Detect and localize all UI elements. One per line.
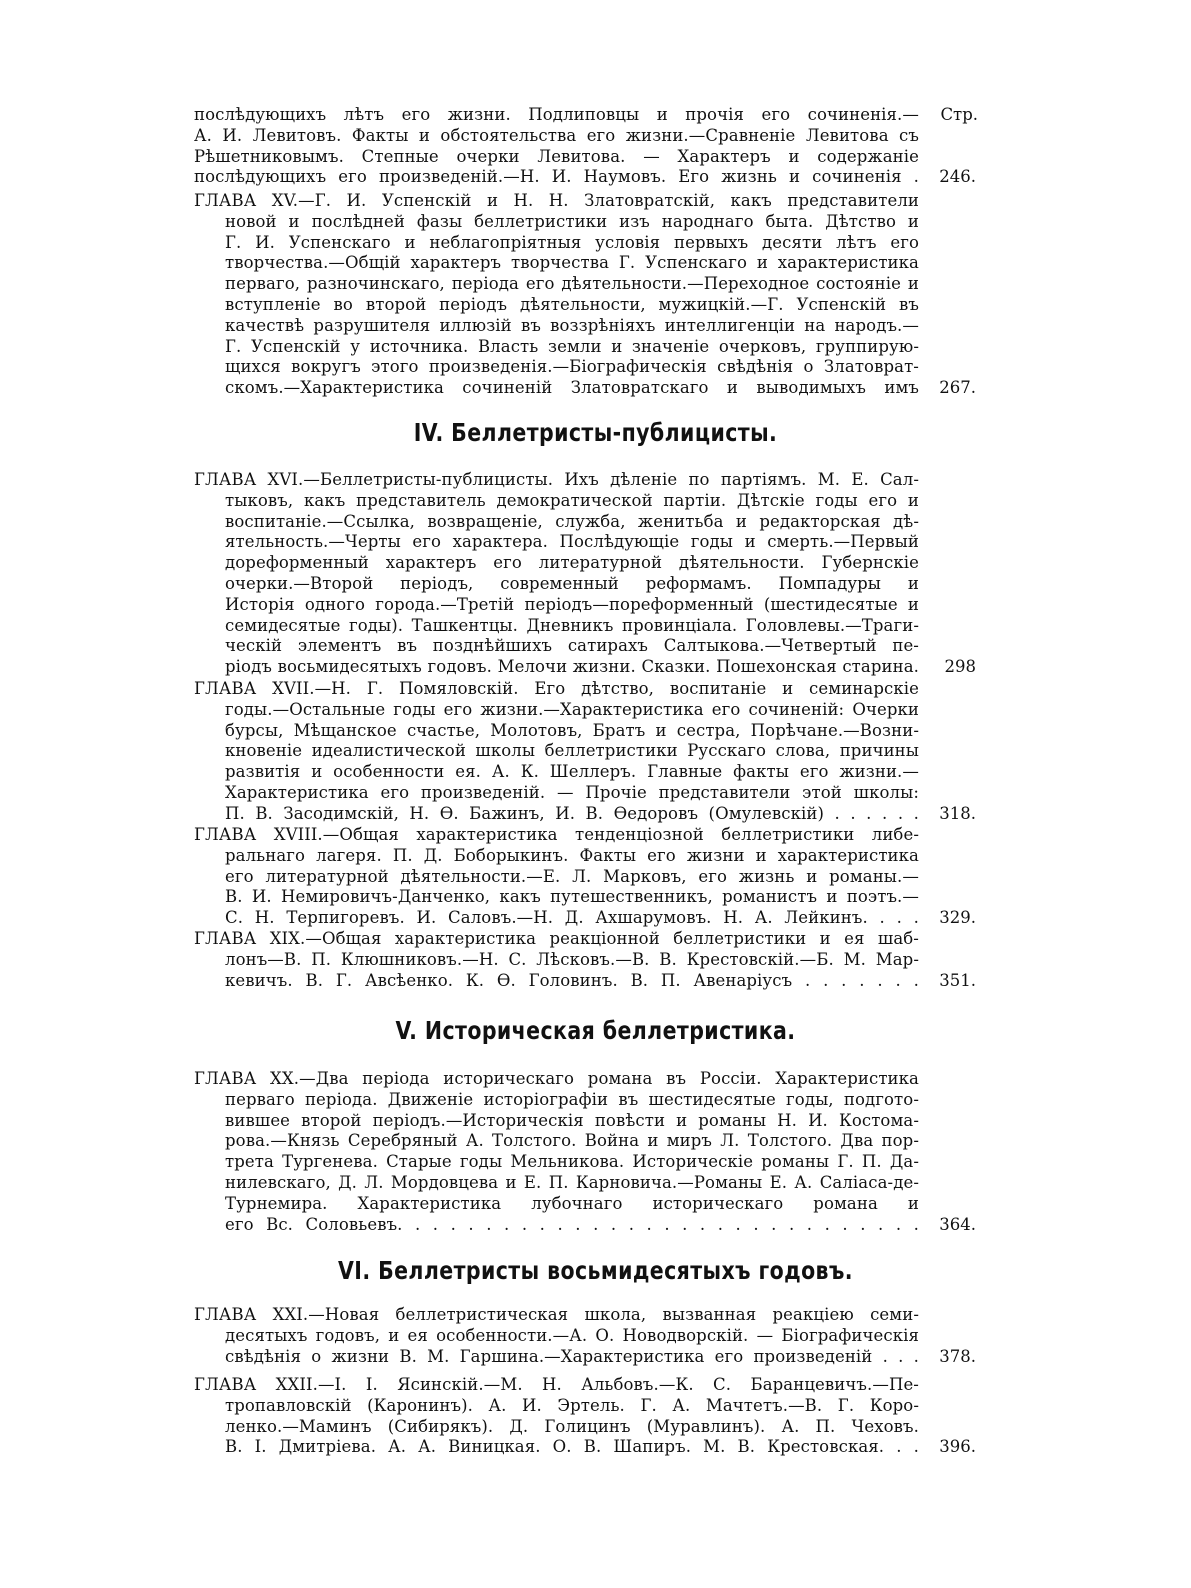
- toc-line: Турнемира. Характеристика лубочнаго историческаго романа и: [225, 1193, 919, 1213]
- toc-line: ГЛАВА XV.—Г. И. Успенскій и Н. Н. Златовратскій, какъ представители: [194, 191, 919, 210]
- toc-line: ГЛАВА XXI.—Новая беллетристическая школа, вызванная реакціею семи-: [194, 1305, 919, 1324]
- toc-line: Рѣшетниковымъ. Степные очерки Левитова. — Характеръ и содержаніе: [194, 146, 919, 166]
- toc-line: годы.—Остальные годы его жизни.—Характеристика его сочиненій: Очерки: [225, 699, 919, 719]
- toc-line: Исторія одного города.—Третій періодъ—пореформенный (шестидесятые и: [225, 594, 919, 614]
- page-number: 298: [944, 657, 976, 677]
- toc-line: ГЛАВА XIX.—Общая характеристика реакціонной беллетристики и ея шаб-: [194, 929, 919, 948]
- toc-entry-ch21: [194, 1305, 990, 1367]
- toc-line: свѣдѣнія о жизни В. М. Гаршина.—Характеристика его произведеній . . .: [225, 1346, 919, 1366]
- toc-entry-ch15: [194, 191, 990, 399]
- toc-line: вступленіе во второй періодъ дѣятельности, мужицкій.—Г. Успенскій въ: [225, 294, 919, 314]
- toc-line: ГЛАВА XVIII.—Общая характеристика тенденціозной беллетристики либе-: [194, 825, 919, 844]
- toc-entry-ch22: [194, 1375, 990, 1458]
- toc-line: послѣдующихъ его произведеній.—Н. И. Наумовъ. Его жизнь и сочиненія .: [194, 167, 919, 187]
- toc-line: нилевскаго, Д. Л. Мордовцева и Е. П. Карновича.—Романы Е. А. Саліаса-де-: [225, 1172, 919, 1192]
- toc-line: бурсы, Мѣщанское счастье, Молотовъ, Братъ и сестра, Порѣчане.—Возни-: [225, 720, 919, 740]
- toc-line: тропавловскій (Каронинъ). А. И. Эртель. Г. А. Мачтетъ.—В. Г. Коро-: [225, 1395, 919, 1415]
- page-number: 364.: [939, 1214, 976, 1234]
- toc-line: вившее второй періодъ.—Историческія повѣсти и романы Н. И. Костома-: [225, 1110, 919, 1130]
- toc-entry-ch14-cont: [194, 105, 990, 188]
- toc-line: дореформенный характеръ его литературной дѣятельности. Губернскіе: [225, 553, 919, 573]
- toc-line: ГЛАВА XVI.—Беллетристы-публицисты. Ихъ дѣленіе по партіямъ. М. Е. Сал-: [194, 470, 919, 489]
- toc-line: Г. Успенскій у источника. Власть земли и значеніе очерковъ, группирую-: [225, 336, 919, 356]
- toc-line: творчества.—Общій характеръ творчества Г. Успенскаго и характеристика: [225, 253, 919, 273]
- toc-line: ріодъ восьмидесятыхъ годовъ. Мелочи жизни. Сказки. Пошехонская старина.: [225, 657, 919, 677]
- page-number: 378.: [939, 1346, 976, 1366]
- toc-entry-ch19: [194, 929, 990, 991]
- toc-line: ческій элементъ въ позднѣйшихъ сатирахъ Салтыкова.—Четвертый пе-: [225, 636, 919, 656]
- toc-line: ятельность.—Черты его характера. Послѣдующіе годы и смерть.—Первый: [225, 532, 919, 552]
- toc-line: послѣдующихъ лѣтъ его жизни. Подлиповцы и прочія его сочиненія.—: [194, 105, 919, 124]
- toc-line: ГЛАВА XVII.—Н. Г. Помяловскій. Его дѣтство, воспитаніе и семинарскіе: [194, 679, 919, 698]
- toc-line: С. Н. Терпигоревъ. И. Саловъ.—Н. Д. Ахшарумовъ. Н. А. Лейкинъ. . . .: [225, 908, 919, 928]
- toc-line: его литературной дѣятельности.—Е. Л. Марковъ, его жизнь и романы.—: [225, 866, 919, 886]
- toc-line: кевичъ. В. Г. Авсѣенко. К. Ѳ. Головинъ. В. П. Авенаріусъ . . . . . . .: [225, 970, 919, 990]
- toc-line: лонъ—В. П. Клюшниковъ.—Н. С. Лѣсковъ.—В. В. Крестовскій.—Б. М. Мар-: [225, 949, 919, 969]
- toc-line: развитія и особенности ея. А. К. Шеллеръ. Главные факты его жизни.—: [225, 762, 919, 782]
- toc-line: П. В. Засодимскій, Н. Ѳ. Бажинъ, И. В. Ѳедоровъ (Омулевскій) . . . . . .: [225, 803, 919, 823]
- page-number: 329.: [939, 908, 976, 928]
- toc-line: В. І. Дмитріева. А. А. Виницкая. О. В. Шапиръ. М. В. Крестовская. . .: [225, 1437, 919, 1457]
- toc-line: трета Тургенева. Старые годы Мельникова. Историческіе романы Г. П. Да-: [225, 1152, 919, 1172]
- toc-line: новой и послѣдней фазы беллетристики изъ народнаго быта. Дѣтство и: [225, 211, 919, 231]
- toc-line: щихся вокругъ этого произведенія.—Біографическія свѣдѣнія о Златоврат-: [225, 357, 919, 377]
- page-column-header: Стр.: [940, 105, 978, 124]
- toc-line: десятыхъ годовъ, и ея особенности.—А. О. Новодворскій. — Біографическія: [225, 1325, 919, 1345]
- toc-line: семидесятые годы). Ташкентцы. Дневникъ провинціала. Головлевы.—Траги-: [225, 615, 919, 635]
- toc-line: кновеніе идеалистической школы беллетристики Русскаго слова, причины: [225, 741, 919, 761]
- page-number: 318.: [939, 803, 976, 823]
- toc-entry-ch17: [194, 679, 990, 825]
- section-heading-sec6: VI. Беллетристы восьмидесятыхъ годовъ.: [338, 1256, 853, 1285]
- toc-line: ральнаго лагеря. П. Д. Боборыкинъ. Факты его жизни и характеристика: [225, 845, 919, 865]
- toc-entry-ch20: [194, 1069, 990, 1235]
- toc-line: ГЛАВА XX.—Два періода историческаго романа въ Россіи. Характеристика: [194, 1069, 919, 1088]
- toc-line: Г. И. Успенскаго и неблагопріятныя условія первыхъ десяти лѣтъ его: [225, 232, 919, 252]
- toc-line: В. И. Немировичъ-Данченко, какъ путешественникъ, романистъ и поэтъ.—: [225, 887, 919, 907]
- toc-line: перваго, разночинскаго, періода его дѣятельности.—Переходное состояніе и: [225, 274, 919, 294]
- page-number: 351.: [939, 970, 976, 990]
- toc-line: перваго періода. Движеніе исторіографіи въ шестидесятые годы, подгото-: [225, 1089, 919, 1109]
- page-number: 246.: [939, 167, 976, 187]
- toc-line: ленко.—Маминъ (Сибирякъ). Д. Голицинъ (Муравлинъ). А. П. Чеховъ.: [225, 1416, 919, 1436]
- toc-line: А. И. Левитовъ. Факты и обстоятельства его жизни.—Сравненіе Левитова съ: [194, 125, 919, 145]
- toc-line: воспитаніе.—Ссылка, возвращеніе, служба, женитьба и редакторская дѣ-: [225, 511, 919, 531]
- toc-line: качествѣ разрушителя иллюзій въ воззрѣніяхъ интеллигенціи на народъ.—: [225, 315, 919, 335]
- toc-line: скомъ.—Характеристика сочиненій Златовратскаго и выводимыхъ имъ: [225, 378, 919, 398]
- toc-line: рова.—Князь Серебряный А. Толстого. Война и миръ Л. Толстого. Два пор-: [225, 1131, 919, 1151]
- section-heading-sec5: V. Историческая беллетристика.: [395, 1016, 796, 1045]
- toc-line: тыковъ, какъ представитель демократической партіи. Дѣтскіе годы его и: [225, 490, 919, 510]
- toc-line: Характеристика его произведеній. — Прочіе представители этой школы:: [225, 782, 919, 802]
- toc-entry-ch18: [194, 825, 990, 929]
- toc-line: его Вс. Соловьевъ. . . . . . . . . . . . . . . . . . . . . . . . . . . . . .: [225, 1214, 919, 1234]
- page-number: 267.: [939, 378, 976, 398]
- section-heading-sec4: IV. Беллетристы-публицисты.: [413, 418, 778, 447]
- toc-line: ГЛАВА XXII.—І. І. Ясинскій.—М. Н. Альбовъ.—К. С. Баранцевичъ.—Пе-: [194, 1375, 919, 1394]
- page-number: 396.: [939, 1437, 976, 1457]
- toc-entry-ch16: [194, 470, 990, 678]
- toc-line: очерки.—Второй періодъ, современный реформамъ. Помпадуры и: [225, 573, 919, 593]
